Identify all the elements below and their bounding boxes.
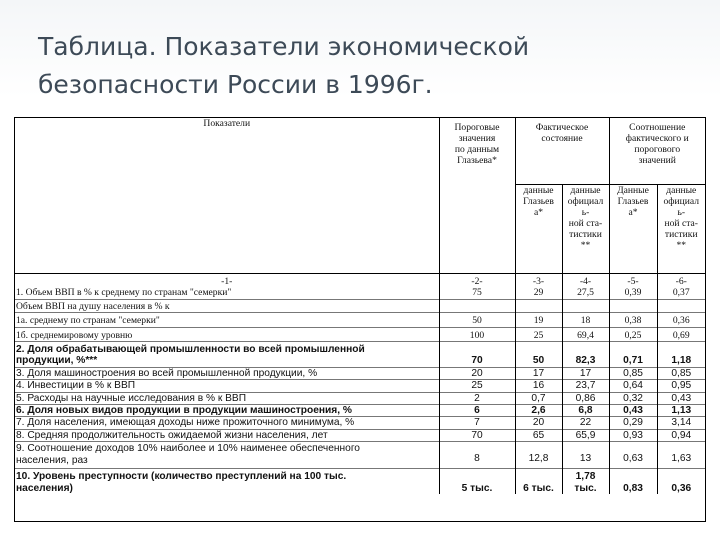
header-threshold-line: Глазьева* <box>457 155 497 166</box>
column-number: -5- <box>609 274 657 288</box>
cell-ratio-official: 0,36 <box>657 313 705 327</box>
table-row <box>15 327 705 341</box>
header-sub-line: а* <box>533 207 544 218</box>
cell-ratio-official: 0,69 <box>657 327 705 341</box>
row-label <box>15 342 439 368</box>
cell-line: тыс. <box>574 482 597 494</box>
cell-ratio-official: 0,95 <box>657 380 705 392</box>
cell-actual-official <box>562 299 609 312</box>
cell-ratio-glazyev: 0,93 <box>609 429 657 441</box>
header-threshold <box>439 118 515 274</box>
cell-ratio-glazyev: 0,63 <box>609 442 657 469</box>
row-label: 1б. среднемировому уровню <box>15 327 439 341</box>
cell-actual-glazyev: 20 <box>515 417 562 429</box>
cell-actual-official: 6,8 <box>562 405 609 417</box>
header-sub-line: ной ста- <box>664 218 698 229</box>
header-sub-official <box>562 185 609 274</box>
table-row <box>15 380 705 392</box>
header-sub-line: ** <box>676 240 687 251</box>
header-threshold-line: значения <box>458 133 496 144</box>
cell-threshold: 2 <box>439 392 515 404</box>
cell-actual-official: 27,5 <box>562 287 609 299</box>
cell-actual-official: 22 <box>562 417 609 429</box>
cell-ratio-glazyev: 0,71 <box>609 342 657 368</box>
cell-ratio-official: 1,63 <box>657 442 705 469</box>
row-label-line: 9. Соотношение доходов 10% наиболее и 10% наименее обеспеченного <box>16 443 360 455</box>
cell-line: 1,78 <box>575 471 596 483</box>
header-actual <box>515 118 609 185</box>
cell-actual-official <box>562 469 609 494</box>
cell-ratio-glazyev: 0,29 <box>609 417 657 429</box>
column-number: -2- <box>439 274 515 288</box>
row-label-line: 2. Доля обрабатывающей промышленности во всей промышленной <box>16 344 365 356</box>
header-sub-line: Глазьев <box>617 196 649 207</box>
cell-threshold: 70 <box>439 429 515 441</box>
cell-actual-official: 17 <box>562 367 609 379</box>
row-label <box>15 469 439 494</box>
header-actual-line: состояние <box>541 133 583 144</box>
header-ratio-line: порогового <box>634 144 681 155</box>
header-ratio-line: фактического и <box>625 133 689 144</box>
row-label-line: населения) <box>16 482 73 494</box>
header-sub-line: ь- <box>677 207 686 218</box>
cell-ratio-glazyev: 0,32 <box>609 392 657 404</box>
row-label-line: населения, раз <box>16 454 88 466</box>
table-row <box>15 367 705 379</box>
cell-actual-official: 82,3 <box>562 342 609 368</box>
header-sub-glazyev <box>515 185 562 274</box>
cell-actual-glazyev: 17 <box>515 367 562 379</box>
cell-actual-official: 69,4 <box>562 327 609 341</box>
cell-actual-glazyev: 12,8 <box>515 442 562 469</box>
cell-ratio-glazyev: 0,38 <box>609 313 657 327</box>
cell-ratio-official: 0,43 <box>657 392 705 404</box>
table-row <box>15 469 705 494</box>
cell-actual-glazyev: 25 <box>515 327 562 341</box>
header-actual-line: Фактическое <box>535 122 589 133</box>
row-label: 1. Объем ВВП в % к среднему по странам "семерки" <box>16 287 232 299</box>
row-label: 5. Расходы на научные исследования в % к ВВП <box>15 392 439 404</box>
table-frame <box>14 117 706 522</box>
cell-ratio-glazyev: 0,83 <box>609 469 657 494</box>
cell-ratio-glazyev: 0,64 <box>609 380 657 392</box>
header-sub-line: Глазьев <box>523 196 554 207</box>
row-label: Объем ВВП на душу населения в % к <box>15 299 439 312</box>
row-label: 6. Доля новых видов продукции в продукции машиностроения, % <box>15 405 439 417</box>
column-number: -1- <box>15 274 439 288</box>
table-row <box>15 442 705 469</box>
table-row <box>15 299 705 312</box>
table-row <box>15 342 705 368</box>
cell-actual-official: 13 <box>562 442 609 469</box>
cell-threshold <box>439 299 515 312</box>
column-numbers-row <box>15 274 705 288</box>
cell-threshold: 5 тыс. <box>439 469 515 494</box>
header-sub-line: ** <box>580 240 591 251</box>
cell-actual-glazyev: 6 тыс. <box>515 469 562 494</box>
cell-actual-official: 65,9 <box>562 429 609 441</box>
cell-actual-glazyev <box>515 299 562 312</box>
cell-actual-glazyev: 0,7 <box>515 392 562 404</box>
row-label: 1а. среднему по странам "семерки" <box>15 313 439 327</box>
cell-actual-glazyev: 65 <box>515 429 562 441</box>
cell-ratio-glazyev: 0,85 <box>609 367 657 379</box>
cell-ratio-official <box>657 299 705 312</box>
cell-threshold: 7 <box>439 417 515 429</box>
row-label-line: продукции, %*** <box>16 355 98 367</box>
cell-threshold: 100 <box>439 327 515 341</box>
column-number: -6- <box>657 274 705 288</box>
cell-ratio-glazyev: 0,39 <box>609 287 657 299</box>
title-line-1: Таблица. Показатели экономической <box>38 32 530 61</box>
header-sub-line: данные <box>523 185 554 196</box>
cell-ratio-glazyev <box>609 299 657 312</box>
header-ratio-line: Соотношение <box>629 122 686 133</box>
cell-threshold: 75 <box>439 287 515 299</box>
cell-threshold: 50 <box>439 313 515 327</box>
cell-ratio-official: 0,85 <box>657 367 705 379</box>
cell-actual-glazyev: 29 <box>515 287 562 299</box>
row-label-line: 10. Уровень преступности (количество преступлений на 100 тыс. <box>16 471 347 483</box>
header-ratio-line: значений <box>638 155 676 166</box>
cell-ratio-glazyev: 0,25 <box>609 327 657 341</box>
slide-title <box>38 28 678 104</box>
cell-ratio-official: 1,18 <box>657 342 705 368</box>
row-label: 3. Доля машиностроения во всей промышленной продукции, % <box>15 367 439 379</box>
header-threshold-line: по данным <box>454 144 500 155</box>
header-sub-official-2 <box>657 185 705 274</box>
header-row-main <box>15 118 705 185</box>
header-threshold-line: Пороговые <box>454 122 500 133</box>
cell-threshold: 8 <box>439 442 515 469</box>
cell-actual-official: 23,7 <box>562 380 609 392</box>
header-sub-line: а* <box>628 207 638 218</box>
header-sub-glazyev-2 <box>609 185 657 274</box>
cell-ratio-official: 3,14 <box>657 417 705 429</box>
cell-actual-official: 0,86 <box>562 392 609 404</box>
cell-ratio-glazyev: 0,43 <box>609 405 657 417</box>
header-ratio <box>609 118 705 185</box>
cell-ratio-official: 1,13 <box>657 405 705 417</box>
header-sub-line: тистики <box>569 229 602 240</box>
header-indicators: Показатели <box>203 118 251 129</box>
header-sub-line: ь- <box>581 207 590 218</box>
table-row <box>15 313 705 327</box>
header-sub-line: официал <box>567 196 604 207</box>
cell-ratio-official: 0,37 <box>657 287 705 299</box>
cell-ratio-official: 0,36 <box>657 469 705 494</box>
column-number: -3- <box>515 274 562 288</box>
row-label: 7. Доля населения, имеющая доходы ниже прожиточного минимума, % <box>15 417 439 429</box>
indicators-table <box>15 118 705 494</box>
table-row <box>15 405 705 417</box>
table-row <box>15 417 705 429</box>
cell-actual-official: 18 <box>562 313 609 327</box>
table-row <box>15 429 705 441</box>
header-sub-line: Данные <box>617 185 649 196</box>
cell-actual-glazyev: 16 <box>515 380 562 392</box>
cell-actual-glazyev: 19 <box>515 313 562 327</box>
cell-actual-glazyev: 50 <box>515 342 562 368</box>
column-number: -4- <box>562 274 609 288</box>
header-sub-line: данные <box>570 185 601 196</box>
table-row <box>15 287 705 299</box>
row-label: 8. Средняя продолжительность ожидаемой жизни населения, лет <box>15 429 439 441</box>
row-label <box>15 442 439 469</box>
header-sub-line: официал <box>663 196 700 207</box>
cell-threshold: 6 <box>439 405 515 417</box>
header-sub-line: тистики <box>664 229 698 240</box>
cell-ratio-official: 0,94 <box>657 429 705 441</box>
cell-threshold: 25 <box>439 380 515 392</box>
header-sub-line: ной ста- <box>568 218 603 229</box>
title-line-2: безопасности России в 1996г. <box>38 70 433 99</box>
row-label: 4. Инвестиции в % к ВВП <box>15 380 439 392</box>
table-row <box>15 392 705 404</box>
cell-threshold: 20 <box>439 367 515 379</box>
cell-threshold: 70 <box>439 342 515 368</box>
header-sub-line: данные <box>666 185 697 196</box>
cell-actual-glazyev: 2,6 <box>515 405 562 417</box>
